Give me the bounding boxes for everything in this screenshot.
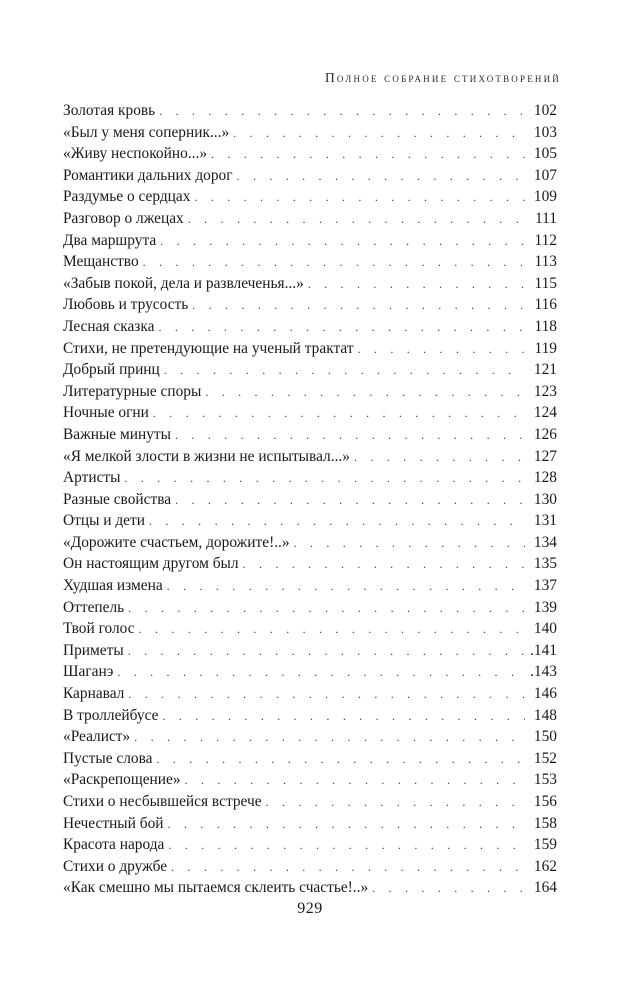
- toc-entry-title: Худшая измена: [63, 577, 163, 595]
- toc-entry: [63, 273, 557, 295]
- dot-leader: [158, 317, 525, 339]
- toc-entry: [63, 489, 557, 511]
- toc-entry: [63, 122, 557, 144]
- toc-entry-page: 128: [533, 469, 557, 487]
- toc-entry-page: 164: [533, 879, 557, 897]
- toc-entry: [63, 251, 557, 273]
- toc-entry-title: Красота народа: [63, 836, 165, 854]
- toc-entry-title: Мещанство: [63, 253, 139, 271]
- dot-leader: [358, 339, 525, 361]
- toc-entry-title: «Живу неспокойно...»: [63, 145, 208, 163]
- toc-entry-page: 146: [533, 685, 557, 703]
- toc-entry: [63, 510, 557, 532]
- toc-entry-title: Стихи о дружбе: [63, 857, 168, 875]
- toc-entry: [63, 230, 557, 252]
- toc-entry: [63, 338, 557, 360]
- toc-entry-page: 134: [533, 533, 557, 551]
- toc-entry-page: 111: [535, 209, 557, 227]
- dot-leader: [160, 231, 525, 253]
- dot-leader: [139, 619, 525, 641]
- dot-leader: [294, 533, 525, 555]
- toc-entry-title: Оттепель: [63, 598, 125, 616]
- toc-entry-title: Стихи о несбывшейся встрече: [63, 793, 262, 810]
- toc-entry-title: Любовь и трусость: [63, 296, 189, 314]
- toc-entry: [63, 834, 557, 856]
- toc-entry: [63, 402, 557, 424]
- dot-leader: [171, 857, 525, 879]
- toc-entry: [63, 726, 557, 748]
- dot-leader: [185, 770, 525, 792]
- toc-entry-title: Пустые слова: [63, 749, 153, 767]
- toc-entry-title: Литературные споры: [63, 382, 202, 400]
- toc-entry: [63, 640, 557, 662]
- dot-leader: [188, 209, 525, 231]
- toc-entry-title: «Забыв покой, дела и развлеченья...»: [63, 274, 304, 292]
- dot-leader: [124, 468, 525, 490]
- toc-entry: [63, 575, 557, 597]
- toc-entry-page: 162: [533, 857, 557, 875]
- toc-entry-page: 115: [534, 274, 557, 292]
- toc-entry-title: Артисты: [63, 469, 121, 487]
- toc-entry: [63, 359, 557, 381]
- dot-leader: [164, 360, 525, 382]
- toc-entry-title: Приметы: [63, 641, 124, 659]
- toc-entry: [63, 316, 557, 338]
- toc-entry-page: 112: [534, 231, 557, 249]
- dot-leader: [168, 835, 525, 857]
- dot-leader: [175, 490, 525, 512]
- dot-leader: [134, 727, 525, 749]
- toc-entry-page: .141: [530, 641, 557, 659]
- toc-entry: [63, 748, 557, 770]
- toc-entry-page: 105: [533, 145, 557, 163]
- dot-leader: [237, 166, 525, 188]
- toc-entry-page: 124: [533, 404, 557, 422]
- dot-leader: [194, 187, 525, 209]
- toc-entry-title: Важные минуты: [63, 425, 171, 443]
- dot-leader: [175, 425, 525, 447]
- toc-entry-page: 152: [533, 749, 557, 767]
- toc-entry-page: 113: [534, 253, 557, 271]
- running-head: Полное собрание стихотворений: [324, 70, 561, 85]
- toc-entry-title: Он настоящим другом был: [63, 555, 239, 573]
- toc-entry: [63, 813, 557, 835]
- dot-leader: [167, 576, 525, 598]
- toc-entry-page: 123: [533, 382, 557, 400]
- toc-entry-title: «Раскрепощение»: [63, 771, 181, 789]
- toc-entry: [63, 446, 557, 468]
- toc-entry: [63, 208, 557, 230]
- dot-leader: [233, 123, 525, 145]
- toc-entry-page: 131: [533, 512, 557, 530]
- toc-entry: [63, 100, 557, 122]
- toc-entry: [63, 705, 557, 727]
- toc-entry-page: 109: [533, 188, 557, 206]
- toc-entry-page: 103: [533, 123, 557, 141]
- toc-entry-page: 135: [533, 555, 557, 573]
- toc-entry: [63, 877, 557, 899]
- toc-entry: [63, 618, 557, 640]
- dot-leader: [128, 641, 525, 663]
- toc-entry: [63, 769, 557, 791]
- toc-entry: [63, 532, 557, 554]
- toc-entry-page: 126: [533, 425, 557, 443]
- toc-entry: [63, 381, 557, 403]
- toc-entry-page: 130: [533, 490, 557, 508]
- toc-entry-page: 137: [533, 577, 557, 595]
- toc-entry: [63, 553, 557, 575]
- toc-entry-page: 140: [533, 620, 557, 638]
- toc-entry-page: 158: [533, 814, 557, 832]
- page-number: 929: [297, 900, 323, 917]
- dot-leader: [168, 814, 526, 836]
- toc-entry: [63, 683, 557, 705]
- dot-leader: [372, 878, 525, 900]
- dot-leader: [211, 144, 525, 166]
- dot-leader: [308, 274, 525, 296]
- toc-entry-title: Стихи, не претендующие на ученый трактат: [63, 339, 354, 357]
- dot-leader: [243, 554, 525, 576]
- toc-entry-page: 148: [533, 706, 557, 724]
- toc-entry-page: 156: [533, 793, 557, 810]
- toc-entry-title: «Реалист»: [63, 728, 131, 746]
- toc-entry: [63, 661, 557, 683]
- toc-entry-title: «Дорожите счастьем, дорожите!..»: [63, 533, 290, 551]
- toc-entry-page: 102: [533, 102, 557, 119]
- toc-entry-title: Нечестный бой: [63, 814, 164, 832]
- dot-leader: [159, 101, 525, 123]
- dot-leader: [149, 511, 525, 533]
- toc-entry-title: Разговор о лжецах: [63, 209, 184, 227]
- dot-leader: [153, 403, 525, 425]
- toc-entry-page: .143: [530, 663, 557, 681]
- toc-entry-title: Шаганэ: [63, 663, 114, 681]
- toc-entry-title: Добрый принц: [63, 361, 160, 379]
- toc-entry-title: Золотая кровь: [63, 102, 156, 119]
- toc-entry-title: Два маршрута: [63, 231, 157, 249]
- toc-entry-page: 119: [534, 339, 557, 357]
- toc-entry-page: 150: [533, 728, 557, 746]
- table-of-contents: [63, 100, 557, 899]
- toc-entry-title: Разные свойства: [63, 490, 172, 508]
- toc-entry: [63, 186, 557, 208]
- toc-entry: [63, 294, 557, 316]
- toc-entry-title: Ночные огни: [63, 404, 149, 422]
- dot-leader: [128, 598, 525, 620]
- toc-entry-page: 118: [534, 317, 557, 335]
- toc-entry: [63, 165, 557, 187]
- toc-entry-title: «Был у меня соперник...»: [63, 123, 230, 141]
- toc-entry-title: «Как смешно мы пытаемся склеить счастье!..»: [63, 879, 369, 897]
- dot-leader: [162, 706, 525, 728]
- toc-entry: [63, 597, 557, 619]
- toc-entry: [63, 791, 557, 813]
- toc-entry-title: Раздумье о сердцах: [63, 188, 191, 206]
- toc-entry-page: 127: [533, 447, 557, 465]
- dot-leader: [354, 447, 525, 469]
- toc-entry: [63, 467, 557, 489]
- toc-entry-title: В троллейбусе: [63, 706, 159, 724]
- dot-leader: [117, 662, 525, 684]
- dot-leader: [143, 252, 525, 274]
- dot-leader: [192, 295, 525, 317]
- toc-entry-title: Отцы и дети: [63, 512, 145, 530]
- dot-leader: [157, 749, 526, 771]
- toc-entry: [63, 143, 557, 165]
- toc-entry-title: Лесная сказка: [63, 317, 155, 335]
- dot-leader: [266, 792, 525, 814]
- dot-leader: [205, 382, 525, 404]
- toc-entry-page: 153: [533, 771, 557, 789]
- toc-entry-title: «Я мелкой злости в жизни не испытывал...»: [63, 447, 350, 465]
- dot-leader: [128, 684, 525, 706]
- toc-entry-page: 116: [534, 296, 557, 314]
- toc-entry: [63, 856, 557, 878]
- toc-entry-title: Карнавал: [63, 685, 125, 703]
- toc-entry-page: 107: [533, 166, 557, 184]
- toc-entry-page: 121: [533, 361, 557, 379]
- toc-entry-page: 139: [533, 598, 557, 616]
- toc-entry-page: 159: [533, 836, 557, 854]
- toc-entry-title: Романтики дальних дорог: [63, 166, 233, 184]
- toc-entry-title: Твой голос: [63, 620, 135, 638]
- toc-entry: [63, 424, 557, 446]
